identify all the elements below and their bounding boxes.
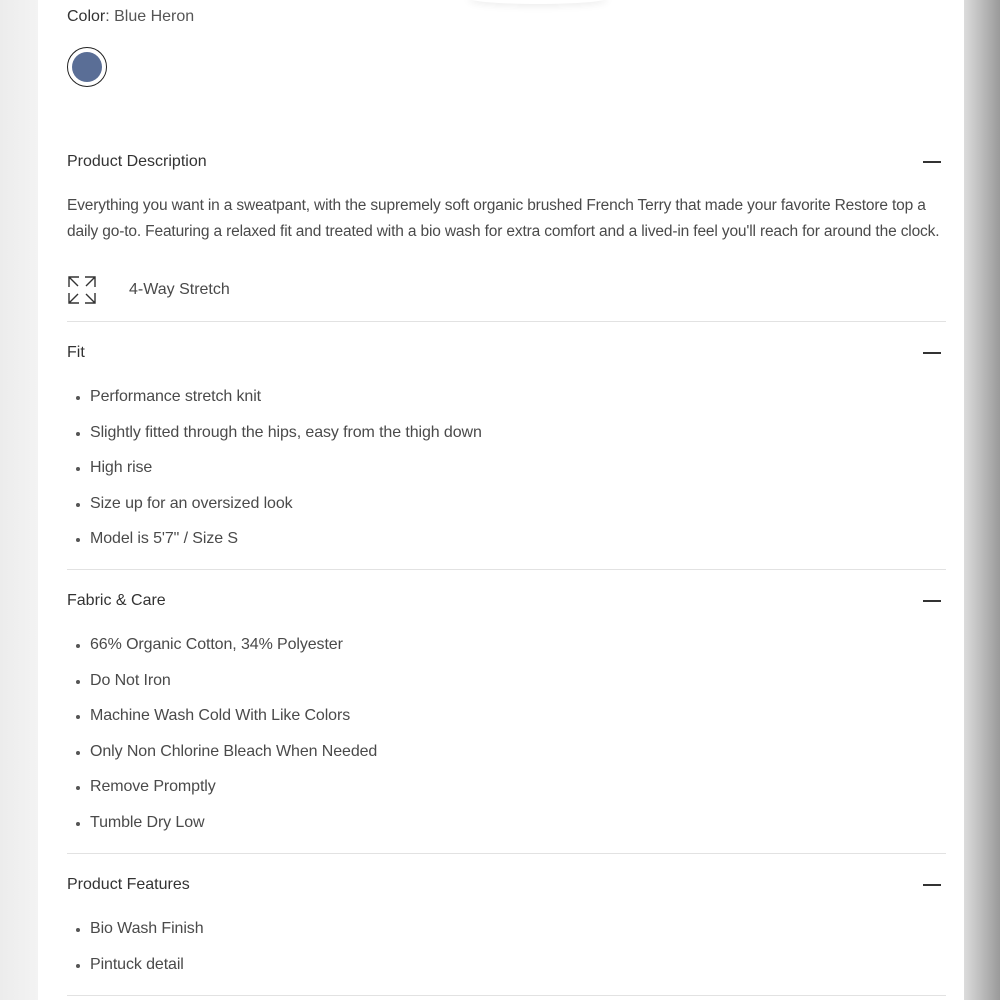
fit-header[interactable]: [67, 338, 946, 368]
list-item: Tumble Dry Low: [67, 811, 377, 847]
color-swatch-blue-heron[interactable]: [67, 47, 107, 87]
section-title: Product Features: [67, 876, 190, 893]
collapse-minus-icon[interactable]: [923, 884, 941, 886]
list-item: 66% Organic Cotton, 34% Polyester: [67, 633, 377, 669]
feature-4-way-stretch: [67, 275, 230, 305]
product-description-text: Everything you want in a sweatpant, with the supremely soft organic brushed French Terry that made your favorite Restore top a daily go-to. Featuring a relaxed fit and treated with a bio wash for extra comfort and a lived-in feel you'll reach for around the clock.: [67, 197, 940, 240]
product-features-header[interactable]: [67, 870, 946, 900]
swatch-fill: [72, 52, 102, 82]
list-item: Machine Wash Cold With Like Colors: [67, 704, 377, 740]
divider: [67, 995, 946, 996]
divider: [67, 853, 946, 854]
product-details-panel: [38, 0, 964, 1000]
list-item: Slightly fitted through the hips, easy from the thigh down: [67, 421, 482, 457]
color-key: Color: [67, 8, 106, 25]
list-item: High rise: [67, 456, 482, 492]
section-title: Fabric & Care: [67, 592, 166, 609]
top-shadow: [468, 0, 608, 4]
product-features-list: [67, 917, 204, 988]
section-title: Fit: [67, 344, 85, 361]
product-description-header[interactable]: [67, 147, 946, 177]
color-label: Color: Blue Heron: [67, 8, 195, 25]
feature-label: 4-Way Stretch: [129, 281, 230, 298]
fabric-care-header[interactable]: [67, 586, 946, 616]
color-value: Blue Heron: [114, 8, 195, 25]
divider: [67, 569, 946, 570]
collapse-minus-icon[interactable]: [923, 352, 941, 354]
list-item: Remove Promptly: [67, 775, 377, 811]
fit-list: [67, 385, 482, 563]
fabric-care-list: [67, 633, 377, 846]
divider: [67, 321, 946, 322]
expand-arrows-icon: [67, 275, 97, 305]
collapse-minus-icon[interactable]: [923, 161, 941, 163]
list-item: Performance stretch knit: [67, 385, 482, 421]
list-item: Do Not Iron: [67, 669, 377, 705]
list-item: Only Non Chlorine Bleach When Needed: [67, 740, 377, 776]
collapse-minus-icon[interactable]: [923, 600, 941, 602]
list-item: Pintuck detail: [67, 953, 204, 989]
list-item: Model is 5'7" / Size S: [67, 527, 482, 563]
list-item: Bio Wash Finish: [67, 917, 204, 953]
section-title: Product Description: [67, 153, 207, 170]
list-item: Size up for an oversized look: [67, 492, 482, 528]
